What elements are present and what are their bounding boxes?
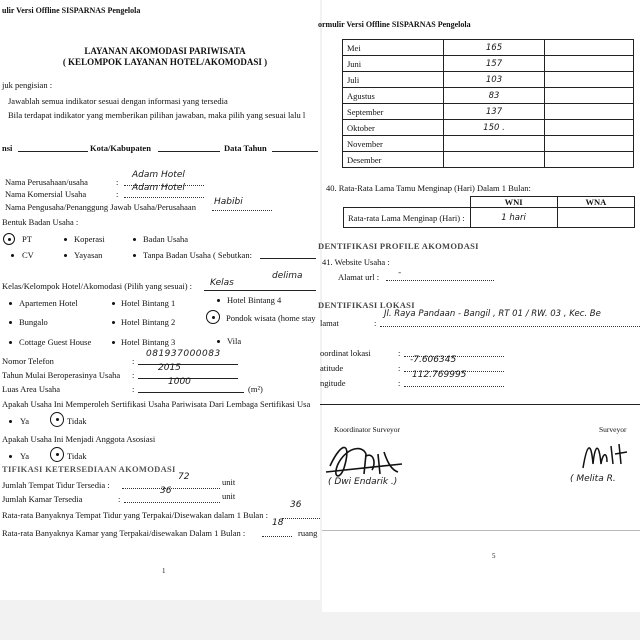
question-40: 40. Rata-Rata Lama Tamu Menginap (Hari) Dalam 1 Bulan: — [326, 183, 531, 193]
colon: : — [398, 378, 401, 388]
month-row — [343, 72, 634, 88]
month-value — [444, 152, 545, 168]
month-row — [343, 120, 634, 136]
colon: : — [132, 356, 135, 366]
koordinator-name: ( Dwi Endarik .) — [328, 477, 398, 487]
wni-header: WNI — [470, 197, 557, 208]
radio-dot — [56, 418, 59, 421]
rata-kamar-value: 18 — [272, 518, 284, 528]
bullet — [64, 238, 67, 241]
month-empty-cell — [545, 88, 634, 104]
month-value: 165 — [444, 40, 545, 56]
month-row — [343, 152, 634, 168]
alamat-url-value: - — [398, 268, 402, 278]
form-title-line1: LAYANAN AKOMODASI PARIWISATA — [84, 46, 246, 56]
empty-cell — [344, 197, 471, 208]
asosiasi-label: Apakah Usaha Ini Menjadi Anggota Asosiasi — [2, 434, 156, 444]
form-title-line2: ( KELOMPOK LAYANAN HOTEL/AKOMODASI ) — [62, 57, 268, 67]
left-header-title: ulir Versi Offline SISPARNAS Pengelola — [2, 6, 141, 15]
bullet — [9, 321, 12, 324]
surveyor-label: Surveyor — [599, 425, 627, 434]
section-lokasi: DENTIFIKASI LOKASI — [318, 300, 415, 310]
bullet — [64, 254, 67, 257]
komersial-value: Adam Hotel — [132, 183, 185, 193]
footer-line — [322, 530, 640, 531]
longitude-line — [404, 386, 504, 387]
month-empty-cell — [545, 40, 634, 56]
month-empty-cell — [545, 152, 634, 168]
month-row — [343, 104, 634, 120]
kelas-handwritten-1: Kelas — [210, 278, 234, 288]
form-page-right — [318, 0, 640, 612]
alamat-value: Jl. Raya Pandaan - Bangil , RT 01 / RW. 03 , Kec. Be — [384, 309, 601, 319]
month-value: 103 — [444, 72, 545, 88]
radio-dot — [8, 238, 11, 241]
sertifikasi-label: Apakah Usaha Ini Memperoleh Sertifikasi Usaha Pariwisata Dari Lembaga Sertifikasi Usa — [2, 399, 311, 409]
opt-cv[interactable]: CV — [22, 250, 34, 260]
bullet — [9, 420, 12, 423]
latitude-value: -7.606345 — [410, 355, 457, 365]
kelas-line — [204, 290, 316, 291]
section-ketersediaan: TIFIKASI KETERSEDIAAN AKOMODASI — [2, 464, 176, 474]
surveyor-signature — [577, 434, 637, 474]
separator-line — [320, 404, 640, 405]
month-empty-cell — [545, 56, 634, 72]
tahun-mulai-label: Tahun Mulai Beroperasinya Usaha — [2, 370, 121, 380]
sertifikasi-ya[interactable]: Ya — [20, 416, 30, 426]
luas-unit: (m²) — [248, 384, 263, 394]
perusahaan-value: Adam Hotel — [132, 170, 185, 180]
alamat-label: lamat — [320, 318, 339, 328]
asosiasi-ya[interactable]: Ya — [20, 451, 30, 461]
tahun-line — [272, 151, 318, 152]
lama-row-label: Rata-rata Lama Menginap (Hari) : — [344, 208, 471, 228]
bullet — [217, 299, 220, 302]
komersial-label: Nama Komersial Usaha — [5, 189, 87, 199]
colon: : — [132, 384, 135, 394]
colon: : — [398, 363, 401, 373]
colon: : — [374, 318, 377, 328]
opt-yayasan[interactable]: Yayasan — [74, 250, 103, 260]
bullet — [217, 340, 220, 343]
kamar-value: 36 — [160, 486, 172, 496]
month-label: November — [343, 136, 444, 152]
radio-dot — [212, 316, 215, 319]
bullet — [112, 302, 115, 305]
opt-bungalo[interactable]: Bungalo — [19, 317, 48, 327]
bullet — [112, 321, 115, 324]
page-number: 5 — [492, 552, 496, 560]
bentuk-label: Bentuk Badan Usaha : — [2, 217, 79, 227]
opt-apartemen[interactable]: Apartemen Hotel — [19, 298, 78, 308]
opt-bintang-1[interactable]: Hotel Bintang 1 — [121, 298, 176, 308]
page-shadow — [322, 612, 640, 640]
telefon-value: 081937000083 — [146, 349, 221, 359]
wna-header: WNA — [557, 197, 634, 208]
month-label: Mei — [343, 40, 444, 56]
kelas-handwritten-2: delima — [272, 271, 303, 281]
kota-label: Kota/Kabupaten — [90, 143, 151, 153]
bullet — [11, 254, 14, 257]
lama-menginap-table — [343, 196, 635, 228]
bullet — [9, 455, 12, 458]
kamar-label: Jumlah Kamar Tersedia — [2, 494, 83, 504]
wni-value: 1 hari — [470, 208, 557, 228]
opt-koperasi[interactable]: Koperasi — [74, 234, 105, 244]
bullet — [112, 341, 115, 344]
month-label: Juli — [343, 72, 444, 88]
opt-pt[interactable]: PT — [22, 234, 32, 244]
alamat-url-label: Alamat url : — [338, 272, 380, 282]
bullet — [9, 341, 12, 344]
radio-dot — [56, 453, 59, 456]
month-row — [343, 88, 634, 104]
opt-tanpa-badan[interactable]: Tanpa Badan Usaha ( Sebutkan: — [143, 250, 252, 260]
section-profil: DENTIFIKASI PROFILE AKOMODASI — [318, 241, 479, 251]
instruction-1: Jawablah semua indikator sesuai dengan informasi yang tersedia — [8, 96, 228, 106]
opt-bintang-4[interactable]: Hotel Bintang 4 — [227, 295, 282, 305]
pengusaha-value: Habibi — [214, 197, 243, 207]
surveyor-name: ( Melita R. — [570, 474, 616, 484]
colon: : — [398, 348, 401, 358]
bullet — [133, 254, 136, 257]
month-value: 137 — [444, 104, 545, 120]
prov-line — [18, 151, 88, 152]
luas-line — [138, 392, 244, 393]
month-label: Desember — [343, 152, 444, 168]
form-page-left — [0, 0, 320, 600]
month-label: Juni — [343, 56, 444, 72]
opt-pondok-wisata[interactable]: Pondok wisata (home stay — [226, 313, 316, 323]
pengusaha-line — [212, 210, 272, 211]
alamat-line — [380, 326, 640, 327]
tempat-tidur-unit: unit — [222, 477, 236, 487]
month-row — [343, 136, 634, 152]
prov-label: nsi — [2, 143, 13, 153]
opt-cottage[interactable]: Cottage Guest House — [19, 337, 92, 347]
pengusaha-label: Nama Pengusaha/Penanggung Jawab Usaha/Perusahaan — [5, 202, 196, 212]
tahun-mulai-value: 2015 — [158, 363, 181, 373]
rata-tidur-label: Rata-rata Banyaknya Tempat Tidur yang Terpakai/Disewakan dalam 1 Bulan : — [2, 510, 268, 520]
month-label: Oktober — [343, 120, 444, 136]
wna-value — [557, 208, 634, 228]
question-41: 41. Website Usaha : — [322, 257, 390, 267]
month-label: Agustus — [343, 88, 444, 104]
perusahaan-label: Nama Perusahaan/usaha — [5, 177, 88, 187]
rata-tidur-line — [282, 518, 320, 519]
koordinat-label: oordinat lokasi — [320, 348, 371, 358]
instructions-heading: juk pengisian : — [2, 80, 53, 90]
longitude-label: ngitude — [320, 378, 346, 388]
colon: : — [116, 177, 119, 187]
month-empty-cell — [545, 120, 634, 136]
luas-label: Luas Area Usaha — [2, 384, 61, 394]
tempat-tidur-label: Jumlah Tempat Tidur Tersedia : — [2, 480, 110, 490]
month-row — [343, 40, 634, 56]
kota-line — [158, 151, 220, 152]
month-value — [444, 136, 545, 152]
instruction-2: Bila terdapat indikator yang memberikan pilihan jawaban, maka pilih yang sesuai lalu l — [8, 110, 306, 120]
rata-kamar-line — [262, 536, 292, 537]
month-label: September — [343, 104, 444, 120]
telefon-label: Nomor Telefon — [2, 356, 54, 366]
latitude-label: atitude — [320, 363, 344, 373]
tempat-tidur-value: 72 — [178, 472, 190, 482]
right-header-title: ormulir Versi Offline SISPARNAS Pengelola — [318, 20, 471, 29]
url-line — [386, 280, 494, 281]
month-row — [343, 56, 634, 72]
telefon-line — [138, 364, 238, 365]
rata-tidur-value: 36 — [290, 500, 302, 510]
tahun-label: Data Tahun — [224, 143, 267, 153]
longitude-value: 112.769995 — [412, 370, 467, 380]
koordinator-label: Koordinator Surveyor — [334, 425, 401, 434]
month-value: 157 — [444, 56, 545, 72]
opt-vila[interactable]: Vila — [227, 336, 242, 346]
monthly-guest-table — [342, 39, 634, 168]
opt-bintang-3[interactable]: Hotel Bintang 3 — [121, 337, 176, 347]
kamar-unit: unit — [222, 491, 236, 501]
sebutkan-line — [260, 258, 316, 259]
sertifikasi-tidak[interactable]: Tidak — [67, 416, 87, 426]
month-empty-cell — [545, 136, 634, 152]
colon: : — [118, 494, 121, 504]
kelas-label: Kelas/Kelompok Hotel/Akomodasi (Pilih yang sesuai) : — [2, 281, 193, 291]
opt-badan-usaha[interactable]: Badan Usaha — [143, 234, 189, 244]
month-value: 83 — [444, 88, 545, 104]
page-number: 1 — [162, 567, 166, 575]
luas-value: 1000 — [168, 377, 191, 387]
colon: : — [116, 189, 119, 199]
asosiasi-tidak[interactable]: Tidak — [67, 451, 87, 461]
month-value: 150 . — [444, 120, 545, 136]
opt-bintang-2[interactable]: Hotel Bintang 2 — [121, 317, 176, 327]
colon: : — [132, 370, 135, 380]
rata-kamar-unit: ruang — [298, 528, 318, 538]
bullet — [9, 302, 12, 305]
month-empty-cell — [545, 72, 634, 88]
komersial-line — [124, 197, 204, 198]
month-empty-cell — [545, 104, 634, 120]
rata-kamar-label: Rata-rata Banyaknya Kamar yang Terpakai/disewakan Dalam 1 Bulan : — [2, 528, 246, 538]
kamar-line — [124, 502, 220, 503]
bullet — [133, 238, 136, 241]
